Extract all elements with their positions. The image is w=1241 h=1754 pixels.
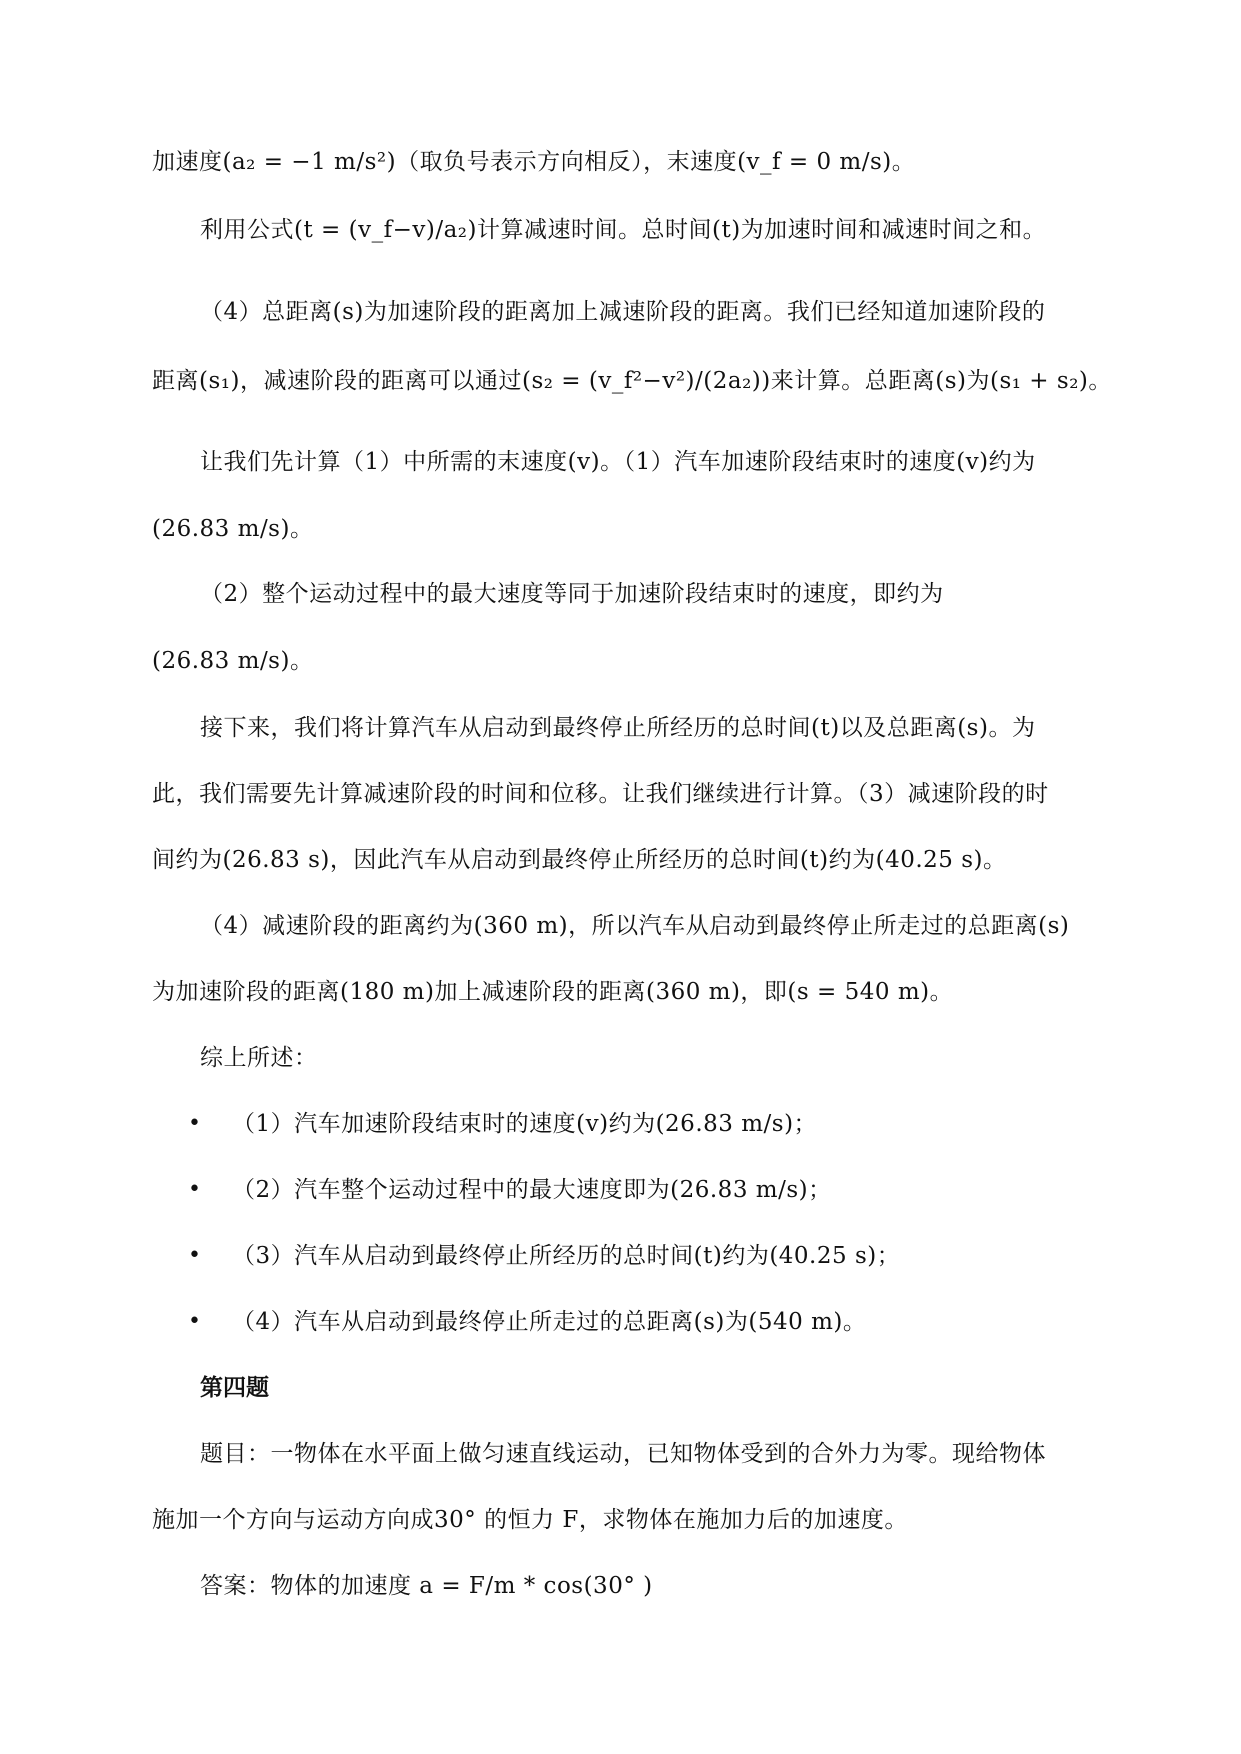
list-item-text: （3）汽车从启动到最终停止所经历的总时间(t)约为(40.25 s)； bbox=[232, 1243, 901, 1269]
section-heading: 第四题 bbox=[200, 1375, 269, 1401]
question-line-1: 题目：一物体在水平面上做匀速直线运动，已知物体受到的合外力为零。现给物体 bbox=[200, 1441, 1046, 1467]
body-line-13: 为加速阶段的距离(180 m)加上减速阶段的距离(360 m)，即(s = 540 m)。 bbox=[152, 979, 954, 1005]
body-line-12: （4）减速阶段的距离约为(360 m)，所以汽车从启动到最终停止所走过的总距离(s) bbox=[200, 913, 1070, 939]
body-line-6: (26.83 m/s)。 bbox=[152, 516, 314, 542]
bullet-icon: • bbox=[188, 1309, 201, 1334]
answer-line: 答案：物体的加速度 a = F/m * cos(30° ) bbox=[200, 1573, 653, 1599]
list-item-text: （4）汽车从启动到最终停止所走过的总距离(s)为(540 m)。 bbox=[232, 1309, 867, 1335]
body-line-14: 综上所述： bbox=[200, 1045, 318, 1071]
bullet-icon: • bbox=[188, 1111, 201, 1136]
list-item-text: （1）汽车加速阶段结束时的速度(v)约为(26.83 m/s)； bbox=[232, 1111, 818, 1137]
body-line-5: 让我们先计算（1）中所需的末速度(v)。（1）汽车加速阶段结束时的速度(v)约为 bbox=[200, 449, 1036, 475]
bullet-icon: • bbox=[188, 1177, 201, 1202]
body-line-1: 加速度(a₂ = −1 m/s²)（取负号表示方向相反），末速度(v_f = 0 m/s)。 bbox=[152, 149, 916, 175]
body-line-3: （4）总距离(s)为加速阶段的距离加上减速阶段的距离。我们已经知道加速阶段的 bbox=[200, 299, 1046, 325]
body-line-2: 利用公式(t = (v_f−v)/a₂)计算减速时间。总时间(t)为加速时间和减速时间之和。 bbox=[200, 217, 1047, 243]
body-line-7: （2）整个运动过程中的最大速度等同于加速阶段结束时的速度，即约为 bbox=[200, 581, 944, 607]
body-line-4: 距离(s₁)，减速阶段的距离可以通过(s₂ = (v_f²−v²)/(2a₂))来计算。总距离(s)为(s₁ + s₂)。 bbox=[152, 368, 1112, 394]
body-line-8: (26.83 m/s)。 bbox=[152, 648, 314, 674]
body-line-9: 接下来，我们将计算汽车从启动到最终停止所经历的总时间(t)以及总距离(s)。为 bbox=[200, 715, 1036, 741]
bullet-icon: • bbox=[188, 1243, 201, 1268]
body-line-10: 此，我们需要先计算减速阶段的时间和位移。让我们继续进行计算。（3）减速阶段的时 bbox=[152, 781, 1049, 807]
body-line-11: 间约为(26.83 s)，因此汽车从启动到最终停止所经历的总时间(t)约为(40.25 s)。 bbox=[152, 847, 1007, 873]
list-item-text: （2）汽车整个运动过程中的最大速度即为(26.83 m/s)； bbox=[232, 1177, 832, 1203]
question-line-2: 施加一个方向与运动方向成30° 的恒力 F，求物体在施加力后的加速度。 bbox=[152, 1507, 908, 1533]
